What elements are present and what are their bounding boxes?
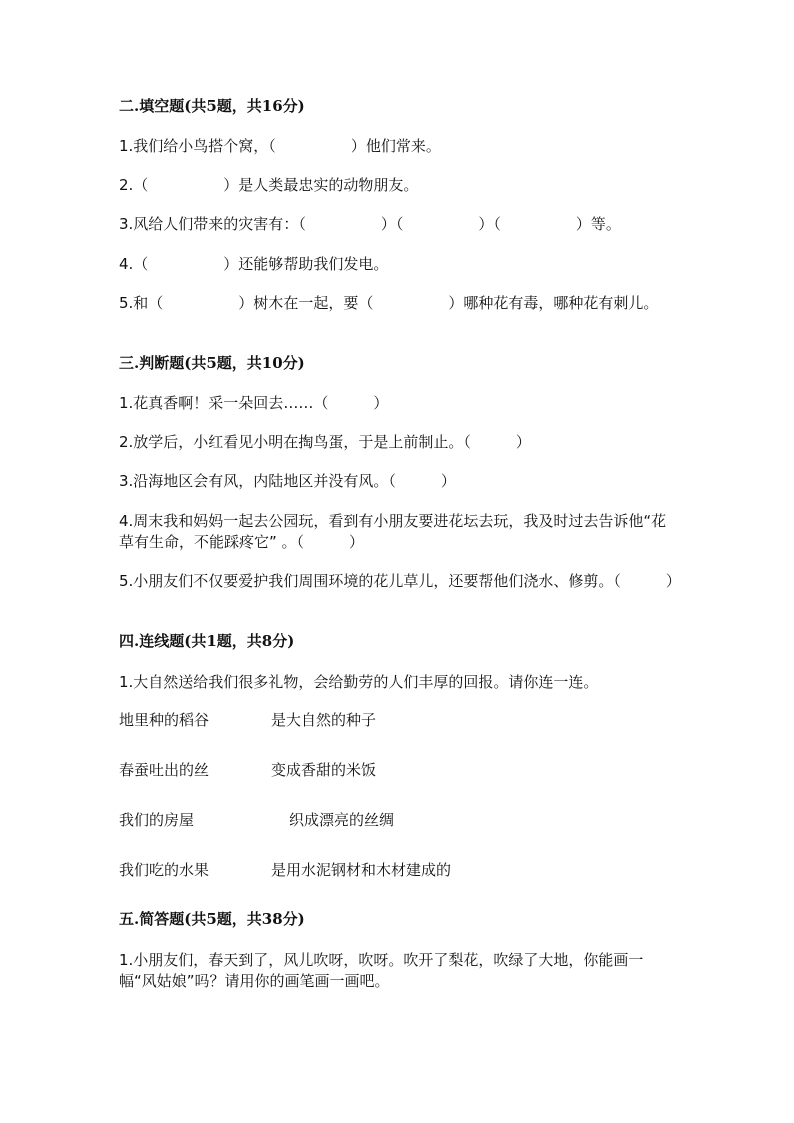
- judge-question-1: 1.花真香啊！采一朵回去……（ ）: [119, 394, 389, 412]
- match-question-1: 1.大自然送给我们很多礼物，会给勤劳的人们丰厚的回报。请你连一连。: [119, 673, 599, 691]
- judge-question-4: 4.周末我和妈妈一起去公园玩，看到有小朋友要进花坛去玩，我及时过去告诉他“花草有生命，不能踩疼它” 。（ ）: [119, 512, 667, 551]
- section-title-judge: 三.判断题(共5题，共10分): [119, 354, 305, 372]
- judge-question-3: 3.沿海地区会有风，内陆地区并没有风。（ ）: [119, 472, 456, 490]
- judge-question-2: 2.放学后，小红看见小明在掏鸟蛋，于是上前制止。（ ）: [119, 433, 531, 451]
- fill-question-1: 1.我们给小鸟搭个窝，（ ）他们常来。: [119, 137, 441, 155]
- fill-question-3: 3.风给人们带来的灾害有：（ ）（ ）（ ）等。: [119, 215, 621, 233]
- fill-question-5: 5.和（ ）树木在一起，要（ ）哪种花有毒，哪种花有刺儿。: [119, 294, 659, 312]
- short-question-1: 1.小朋友们，春天到了，风儿吹呀，吹呀。吹开了梨花，吹绿了大地，你能画一幅“风姑娘”吗？请用你的画笔画一画吧。: [119, 951, 644, 990]
- judge-question-5: 5.小朋友们不仅要爱护我们周围环境的花儿草儿，还要帮他们浇水、修剪。（ ）: [119, 572, 681, 590]
- fill-question-4: 4.（ ）还能够帮助我们发电。: [119, 255, 389, 273]
- match-right-item: 织成漂亮的丝绸: [289, 811, 395, 829]
- match-left-item: 我们吃的水果: [119, 861, 210, 879]
- match-left-item: 我们的房屋: [119, 811, 195, 829]
- match-right-item: 是用水泥钢材和木材建成的: [271, 861, 452, 879]
- match-left-item: 春蚕吐出的丝: [119, 761, 210, 779]
- match-right-item: 是大自然的种子: [271, 711, 377, 729]
- section-title-fill: 二.填空题(共5题，共16分): [119, 97, 305, 115]
- match-right-item: 变成香甜的米饭: [271, 761, 377, 779]
- fill-question-2: 2.（ ）是人类最忠实的动物朋友。: [119, 176, 419, 194]
- section-title-short: 五.简答题(共5题，共38分): [119, 910, 305, 928]
- match-left-item: 地里种的稻谷: [119, 711, 210, 729]
- section-title-match: 四.连线题(共1题，共8分): [119, 632, 295, 650]
